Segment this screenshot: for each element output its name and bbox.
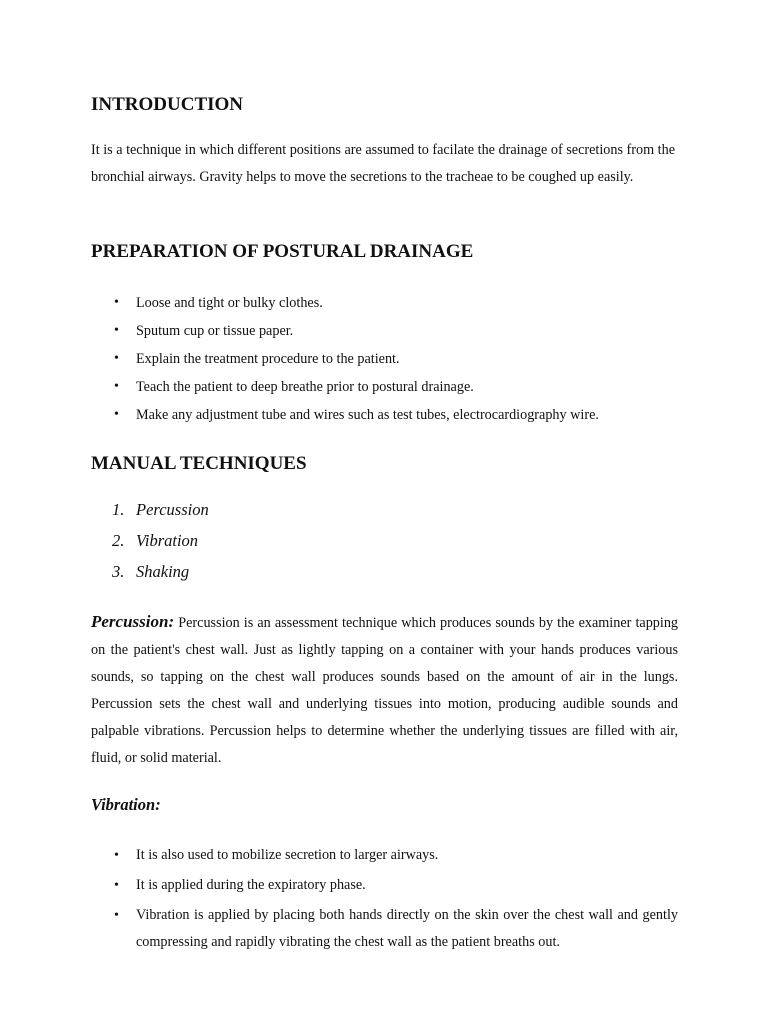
- list-item: [91, 401, 691, 429]
- bullet-icon: •: [114, 295, 119, 310]
- list-item-text: Make any adjustment tube and wires such as test tubes, electrocardiography wire.: [136, 407, 599, 423]
- manual-techniques-list: [112, 494, 209, 587]
- list-item-text: Explain the treatment procedure to the patient.: [136, 351, 400, 367]
- bullet-icon: •: [114, 908, 119, 923]
- manual-techniques-heading: MANUAL TECHNIQUES: [91, 453, 307, 474]
- list-item-text: Shaking: [136, 562, 190, 581]
- bullet-icon: •: [114, 351, 119, 366]
- list-item: [91, 317, 691, 345]
- bullet-icon: •: [114, 848, 119, 863]
- list-item-text: Sputum cup or tissue paper.: [136, 323, 294, 339]
- list-item: [112, 556, 209, 587]
- bullet-icon: •: [114, 323, 119, 338]
- list-item: [91, 902, 678, 956]
- list-item: [91, 289, 691, 317]
- list-item-text: Loose and tight or bulky clothes.: [136, 295, 323, 311]
- percussion-paragraph: [91, 608, 678, 772]
- preparation-heading: PREPARATION OF POSTURAL DRAINAGE: [91, 241, 474, 262]
- vibration-list: [91, 842, 678, 959]
- list-item: [91, 872, 678, 899]
- preparation-list: [91, 289, 691, 429]
- introduction-heading: INTRODUCTION: [91, 94, 244, 115]
- list-item: [91, 842, 678, 869]
- list-item-text: Vibration is applied by placing both hands directly on the skin over the chest wall and gently compressing and rapidly vibrating the chest wall as the patient breaths out.: [136, 907, 678, 950]
- bullet-icon: •: [114, 407, 119, 422]
- list-item: [112, 525, 209, 556]
- list-item-text: It is also used to mobilize secretion to larger airways.: [136, 847, 439, 863]
- percussion-heading: Percussion:: [91, 612, 175, 631]
- list-item: [91, 345, 691, 373]
- list-number: 1.: [112, 500, 125, 519]
- vibration-heading: Vibration:: [91, 795, 161, 814]
- list-item: [112, 494, 209, 525]
- list-item-text: It is applied during the expiratory phase.: [136, 877, 366, 893]
- percussion-text: Percussion is an assessment technique which produces sounds by the examiner tapping on the patient's chest wall. Just as lightly tapping on a container with your hands produces various sounds, so tapping on the chest wall produces sounds based on the amount of air in the lungs. Percussion sets the chest wall and underlying tissues into motion, producing audible sounds and palpable vibrations. Percussion helps to determine whether the underlying tissues are filled with air, fluid, or solid material.: [91, 615, 679, 766]
- list-item-text: Percussion: [136, 500, 209, 519]
- list-number: 3.: [112, 562, 125, 581]
- list-item-text: Vibration: [136, 531, 199, 550]
- list-item: [91, 373, 691, 401]
- list-item-text: Teach the patient to deep breathe prior to postural drainage.: [136, 379, 474, 395]
- introduction-paragraph: It is a technique in which different positions are assumed to facilate the drainage of secretions from the bronchial airways. Gravity helps to move the secretions to the tracheae to be coughed up easily.: [91, 142, 675, 185]
- list-number: 2.: [112, 531, 125, 550]
- bullet-icon: •: [114, 379, 119, 394]
- bullet-icon: •: [114, 878, 119, 893]
